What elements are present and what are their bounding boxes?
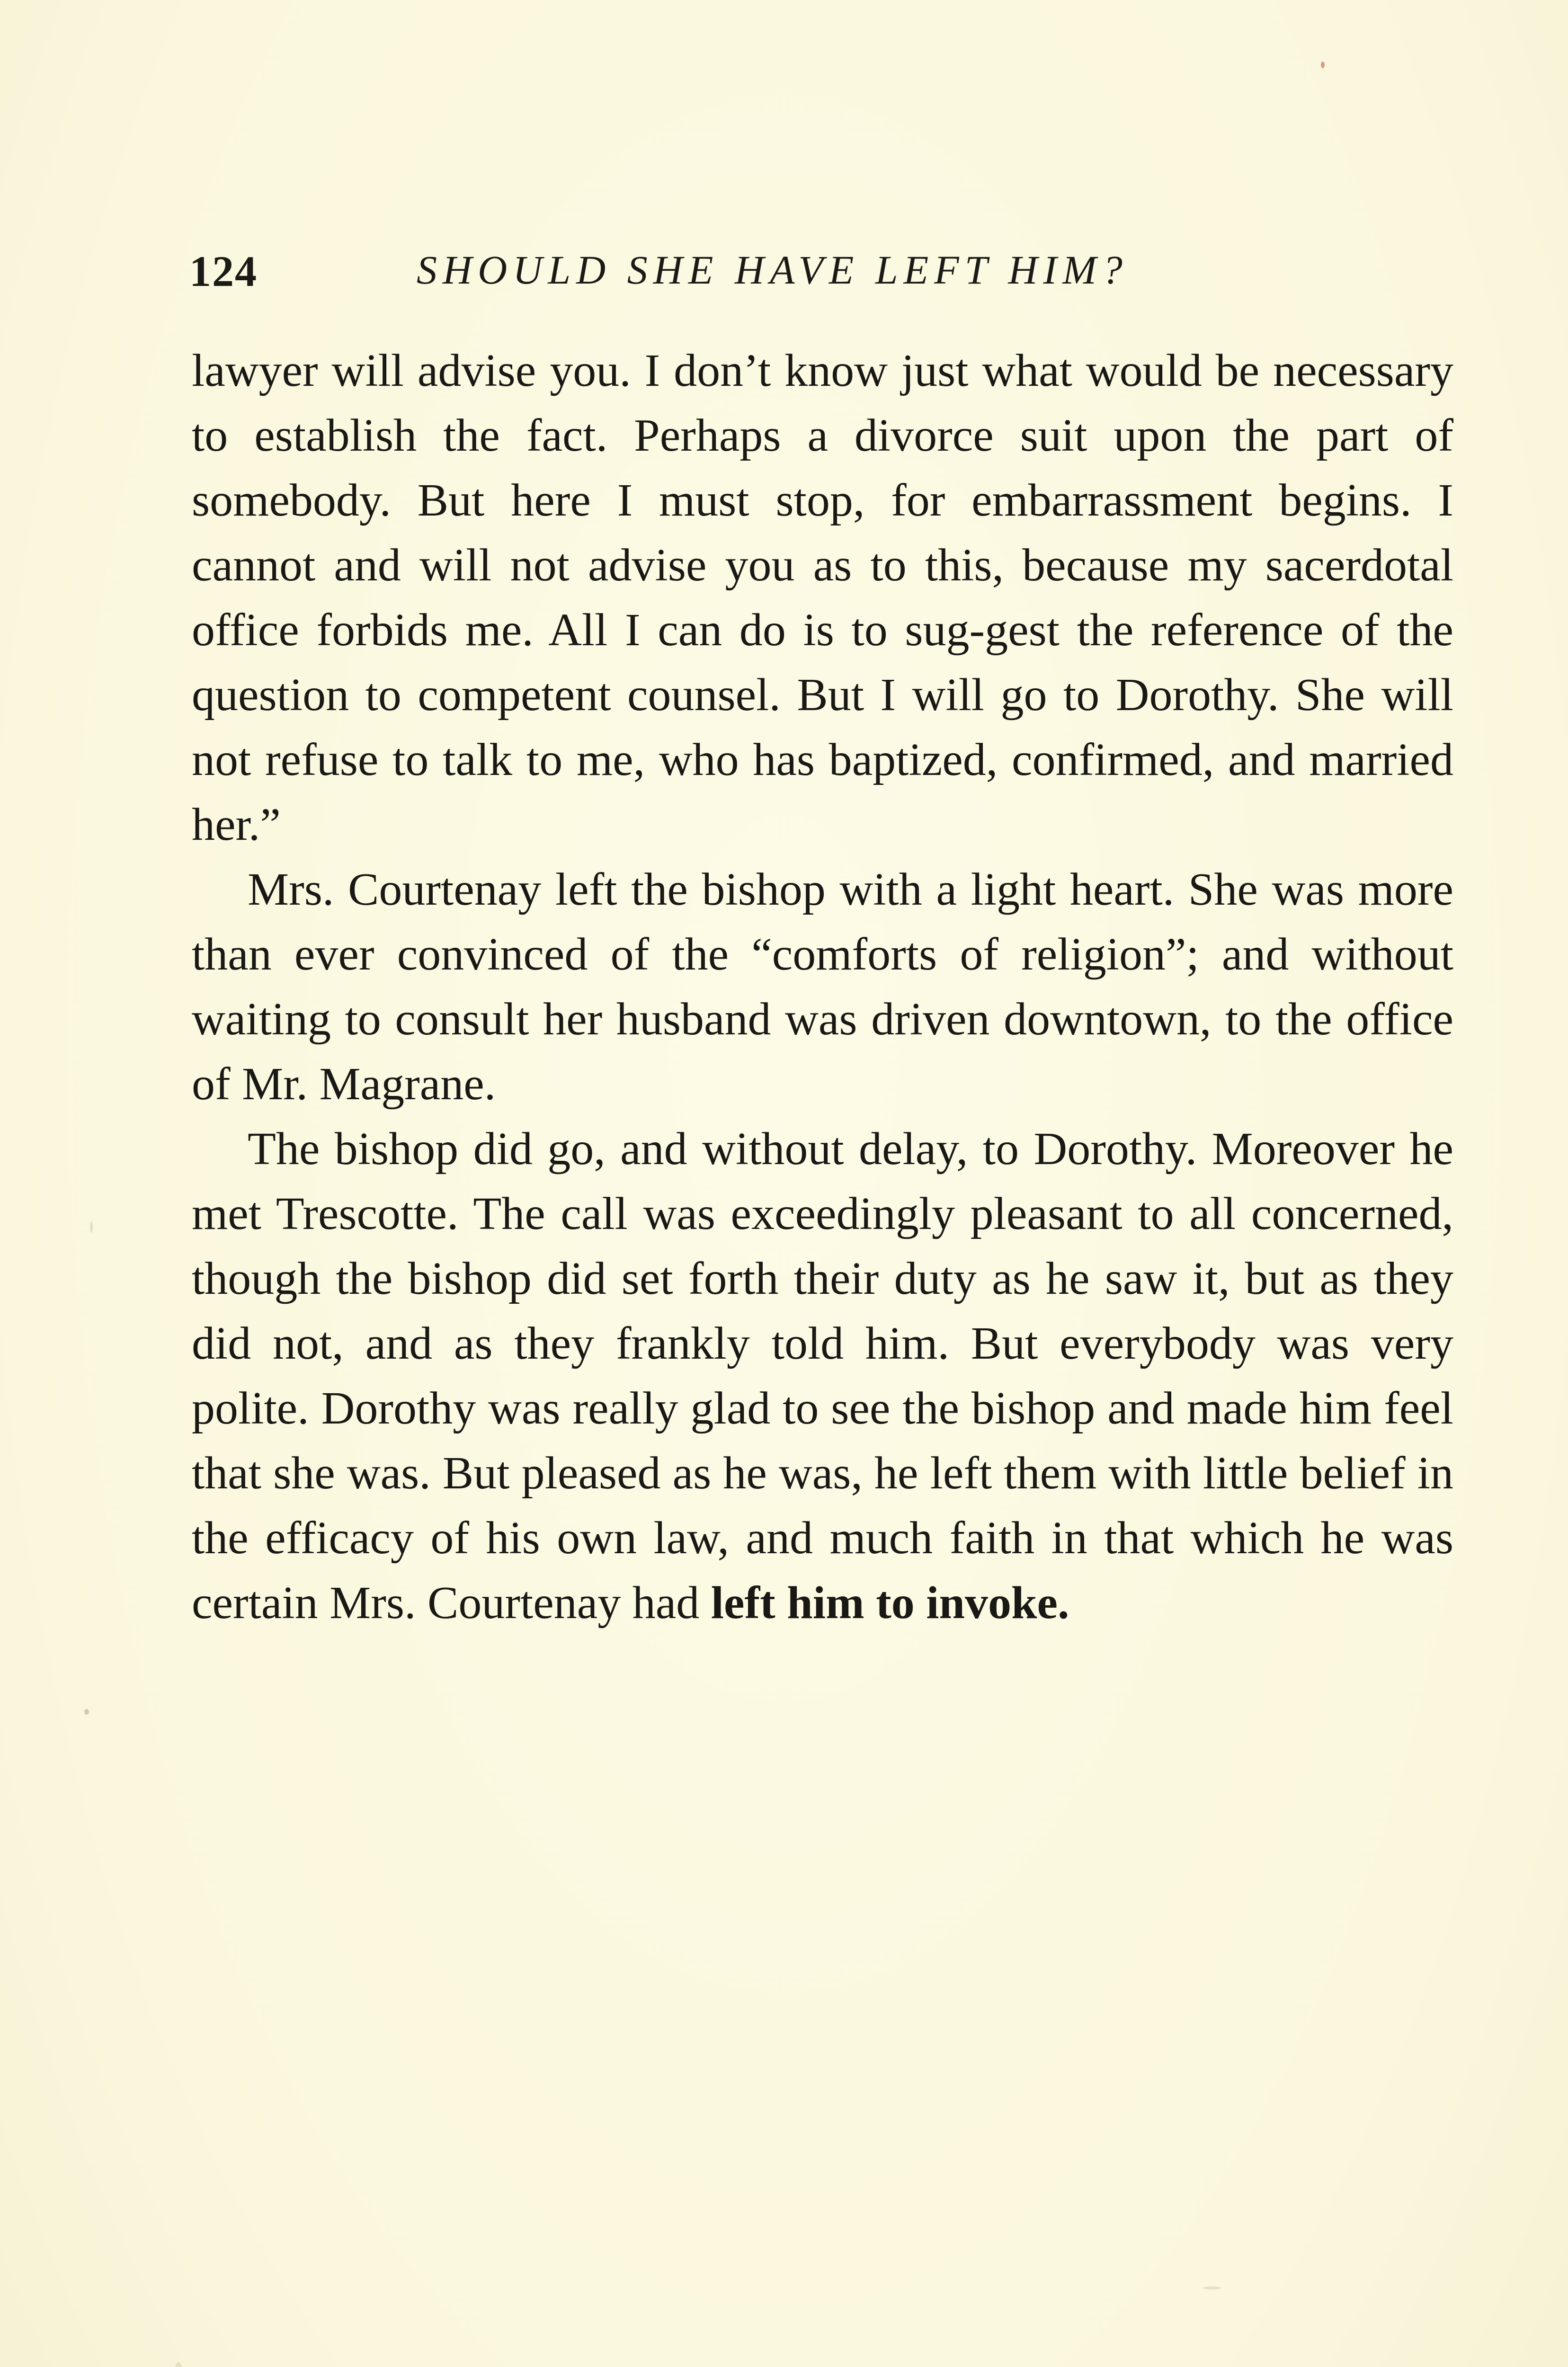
paper-speck [175,2362,182,2367]
paper-speck [84,1709,89,1715]
page-number: 124 [189,247,258,295]
paragraph-3: The bishop did go, and without delay, to Dorothy. Moreover he met Trescotte. The call was exceedingly pleasant to all concerned, though the bishop did set forth their duty as he saw it, but as they did not, and as they frankly told him. But everybody was very polite. Dorothy was really glad to see the bishop and made him feel that she was. But pleased as he was, he left them with little belief in the efficacy of his own law, and much faith in that which he was certain Mrs. Courtenay had left him to invoke. [192,1123,1453,1628]
paragraph-1: lawyer will advise you. I don’t know just what would be necessary to establish the fact. Perhaps a divorce suit upon the part of somebody. But here I must stop, for embarrassment begins. I cannot and will not advise you as to this, because my sacerdotal office forbids me. All I can do is to sug-gest the reference of the question to competent counsel. But I will go to Dorothy. She will not refuse to talk to me, who has baptized, confirmed, and married her.” [192,345,1453,850]
paper-speck [90,1221,93,1233]
running-title: SHOULD SHE HAVE LEFT HIM? [417,247,1128,293]
closing-phrase: left him to invoke. [711,1577,1069,1628]
page-header [189,246,1477,303]
paper-speck [1203,2287,1221,2289]
paper-speck [1321,62,1325,68]
body-text [192,338,1453,1636]
paragraph-2: Mrs. Courtenay left the bishop with a light heart. She was more than ever convinced of the “comforts of religion”; and without waiting to consult her husband was driven downtown, to the office of Mr. Magrane. [192,864,1453,1110]
